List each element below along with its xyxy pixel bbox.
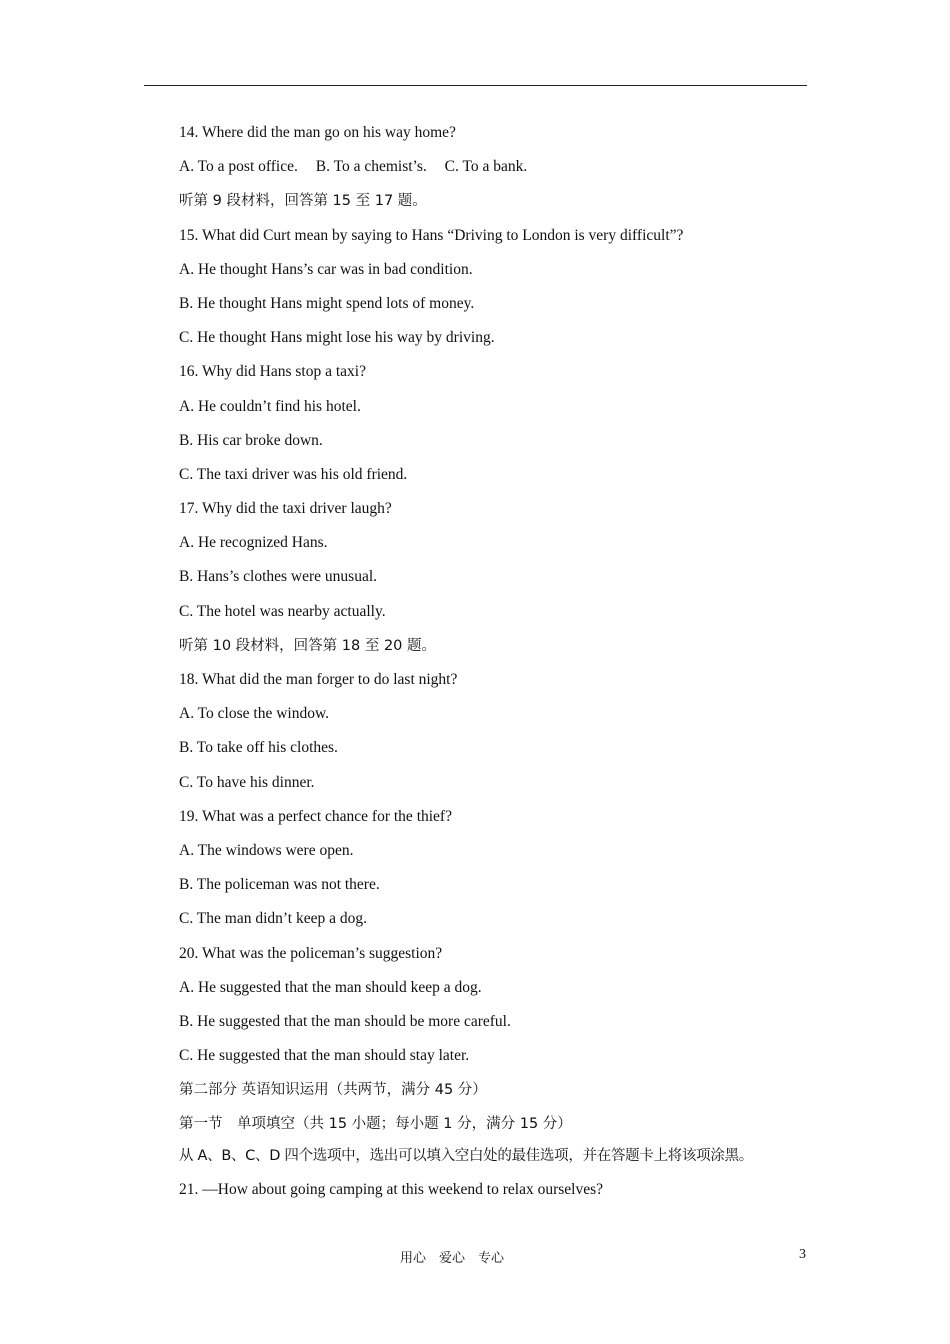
- option-c: C. To a bank.: [444, 158, 528, 176]
- option-b: B. Hans’s clothes were unusual.: [179, 568, 378, 586]
- question-16: 16. Why did Hans stop a taxi?: [179, 363, 366, 381]
- option-c: C. To have his dinner.: [179, 773, 315, 791]
- part-two-heading: 第二部分 英语知识运用（共两节，满分 45 分）: [179, 1082, 487, 1099]
- section-one-heading: 第一节 单项填空（共 15 小题；每小题 1 分，满分 15 分）: [179, 1116, 572, 1133]
- option-b: B. He thought Hans might spend lots of money.: [179, 294, 475, 312]
- footer-motto: 用心 爱心 专心: [400, 1251, 505, 1266]
- header-rule: [144, 85, 807, 86]
- question-21: 21. —How about going camping at this weekend to relax ourselves?: [179, 1181, 603, 1199]
- option-b: B. The policeman was not there.: [179, 876, 380, 894]
- document-body: [179, 121, 839, 1213]
- option-c: C. The taxi driver was his old friend.: [179, 465, 408, 483]
- option-a: A. He couldn’t find his hotel.: [179, 397, 361, 415]
- section-one-instruction: 从 A、B、C、D 四个选项中，选出可以填入空白处的最佳选项，并在答题卡上将该项涂黑。: [179, 1148, 753, 1165]
- question-17: 17. Why did the taxi driver laugh?: [179, 500, 392, 518]
- option-a: A. To close the window.: [179, 705, 330, 723]
- question-19: 19. What was a perfect chance for the thief?: [179, 807, 452, 825]
- question-14-options: [179, 155, 839, 189]
- question-15: 15. What did Curt mean by saying to Hans “Driving to London is very difficult”?: [179, 226, 684, 244]
- page-number: 3: [799, 1247, 806, 1262]
- option-a: A. He thought Hans’s car was in bad condition.: [179, 260, 473, 278]
- option-a: A. To a post office.: [179, 158, 298, 176]
- section-instruction: 听第 9 段材料，回答第 15 至 17 题。: [179, 193, 427, 210]
- option-a: A. The windows were open.: [179, 841, 354, 859]
- section-instruction: 听第 10 段材料，回答第 18 至 20 题。: [179, 637, 437, 654]
- question-14: 14. Where did the man go on his way home?: [179, 124, 456, 141]
- option-c: C. The man didn’t keep a dog.: [179, 910, 367, 928]
- question-20: 20. What was the policeman’s suggestion?: [179, 944, 443, 962]
- option-a: A. He recognized Hans.: [179, 534, 328, 552]
- option-c: C. He suggested that the man should stay later.: [179, 1047, 470, 1065]
- option-b: B. He suggested that the man should be more careful.: [179, 1012, 511, 1030]
- option-b: B. His car broke down.: [179, 431, 323, 449]
- option-c: C. The hotel was nearby actually.: [179, 602, 386, 620]
- option-a: A. He suggested that the man should keep a dog.: [179, 978, 482, 996]
- option-c: C. He thought Hans might lose his way by driving.: [179, 329, 495, 347]
- option-b: B. To a chemist’s.: [315, 158, 427, 176]
- question-18: 18. What did the man forger to do last night?: [179, 671, 458, 688]
- page-footer: [0, 1247, 950, 1269]
- option-b: B. To take off his clothes.: [179, 739, 338, 757]
